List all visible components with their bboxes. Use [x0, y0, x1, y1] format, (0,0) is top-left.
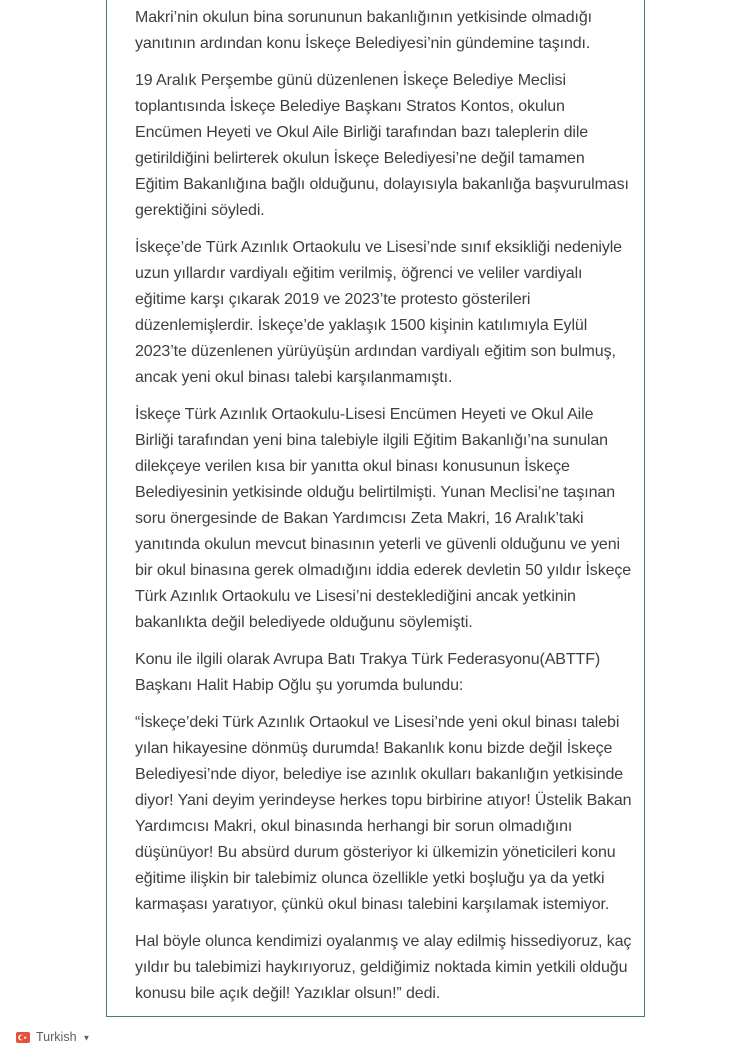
- article-paragraph: İskeçe Türk Azınlık Ortaokulu-Lisesi Encümen Heyeti ve Okul Aile Birliği tarafından yeni bina talebiyle ilgili Eğitim Bakanlığı’na sunulan dilekçeye verilen kısa bir yanıtta okul binası konusunun İskeçe Belediyesinin yetkisinde olduğu belirtilmişti. Yunan Meclisi’ne taşınan soru önergesinde de Bakan Yardımcısı Zeta Makri, 16 Aralık’taki yanıtında okulun mevcut binasının yeterli ve güvenli olduğunu ve yeni bir okul binasına gerek olmadığını iddia ederek devletin 50 yıldır İskeçe Türk Azınlık Ortaokulu ve Lisesi’ni desteklediğini ancak yetkinin bakanlıkta değil belediyede olduğunu söylemişti.: [135, 406, 632, 631]
- turkish-flag-icon: [16, 1032, 30, 1043]
- chevron-down-icon: ▼: [82, 1033, 91, 1042]
- language-label: Turkish: [36, 1030, 77, 1044]
- language-selector[interactable]: [16, 1029, 90, 1045]
- article-paragraph: İskeçe’de Türk Azınlık Ortaokulu ve Lisesi’nde sınıf eksikliği nedeniyle uzun yıllardır vardiyalı eğitim verilmiş, öğrenci ve veliler vardiyalı eğitime karşı çıkarak 2019 ve 2023’te protesto gösterileri düzenlemişlerdir. İskeçe’de yaklaşık 1500 kişinin katılımıyla Eylül 2023’te düzenlenen yürüyüşün ardından vardiyalı eğitim son bulmuş, ancak yeni okul binası talebi karşılanmamıştı.: [135, 239, 622, 386]
- article-paragraph: “İskeçe’deki Türk Azınlık Ortaokul ve Lisesi’nde yeni okul binası talebi yılan hikayesine dönmüş durumda! Bakanlık konu bizde değil İskeçe Belediyesi’nde diyor, belediye ise azınlık okulları bakanlığın yetkisinde diyor! Yani deyim yerindeyse herkes topu birbirine atıyor! Üstelik Bakan Yardımcısı Makri, okul binasında herhangi bir sorun olmadığını düşünüyor! Bu absürd durum gösteriyor ki ülkemizin yöneticileri konu eğitime ilişkin bir talebimiz olunca özellikle yetki boşluğu ya da yetki karmaşası yaratıyor, çünkü okul binası talebini karşılamak istemiyor.: [135, 714, 632, 913]
- article-container: [106, 0, 645, 1017]
- article-paragraph: Makri’nin okulun bina sorununun bakanlığının yetkisinde olmadığı yanıtının ardından konu İskeçe Belediyesi’nin gündemine taşındı.: [135, 9, 592, 52]
- article-paragraph: 19 Aralık Perşembe günü düzenlenen İskeçe Belediye Meclisi toplantısında İskeçe Belediye Başkanı Stratos Kontos, okulun Encümen Heyeti ve Okul Aile Birliği tarafından bazı taleplerin dile getirildiğini belirterek okulun İskeçe Belediyesi’ne değil tamamen Eğitim Bakanlığına bağlı olduğunu, dolayısıyla bakanlığa başvurulması gerektiğini söyledi.: [135, 72, 629, 219]
- article-paragraph: Hal böyle olunca kendimizi oyalanmış ve alay edilmiş hissediyoruz, kaç yıldır bu talebimizi haykırıyoruz, geldiğimiz noktada kimin yetkili olduğu konusu bile açık değil! Yazıklar olsun!” dedi.: [135, 933, 632, 1002]
- article-paragraph: Konu ile ilgili olarak Avrupa Batı Trakya Türk Federasyonu(ABTTF) Başkanı Halit Habip Oğlu şu yorumda bulundu:: [135, 651, 601, 694]
